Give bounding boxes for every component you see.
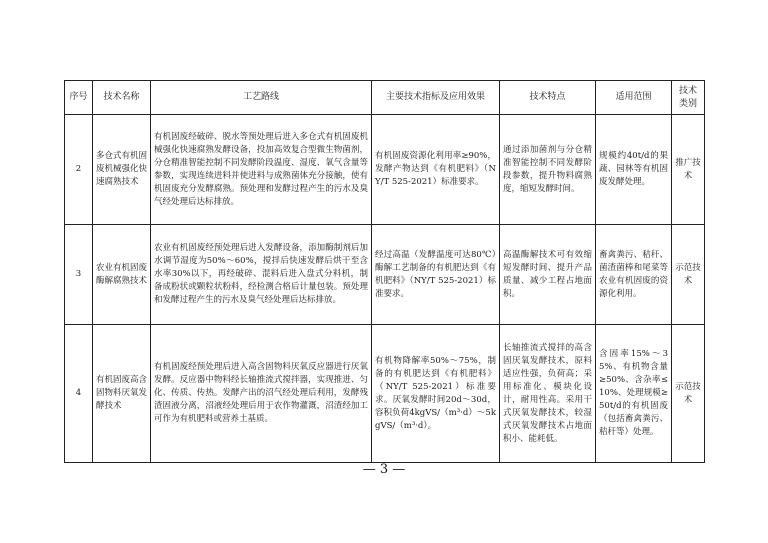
row-number: 3 bbox=[65, 225, 93, 325]
table-row bbox=[65, 115, 705, 225]
technology-table bbox=[64, 80, 705, 463]
technology-category: 示范技术 bbox=[672, 225, 705, 325]
application-scope: 畜禽粪污、秸秆、菌渣菌棒和尾菜等农业有机固废的资源化利用。 bbox=[596, 225, 672, 325]
table-row bbox=[65, 225, 705, 325]
technology-name: 多仓式有机固废机械强化快速腐熟技术 bbox=[93, 115, 151, 225]
header-name: 技术名称 bbox=[93, 81, 151, 115]
process-route: 有机固废经破碎、脱水等预处理后进入多仓式有机固废机械强化快速腐熟发酵设备，投加高效复合型微生物菌剂，分仓精准智能控制不同发酵阶段温度、湿度、氧气含量等参数，实现连续进料并使进料与成熟菌体充分接触，使有机固废充分发酵腐熟。预处理和发酵过程产生的污水及臭气经处理后达标排放。 bbox=[151, 115, 372, 225]
technical-features: 高温酶解技术可有效缩短发酵时间、提升产品质量、减少工程占地面积。 bbox=[500, 225, 596, 325]
technology-name: 有机固废高含固物料厌氧发酵技术 bbox=[93, 325, 151, 463]
technical-features: 长轴推流式搅拌的高含固厌氧发酵技术，原料适应性强，负荷高；采用标准化、模块化设计，耐用性高。采用干式厌氧发酵技术，较湿式厌氧发酵技术占地面积小、能耗低。 bbox=[500, 325, 596, 463]
header-route: 工艺路线 bbox=[151, 81, 372, 115]
process-route: 有机固废经预处理后进入高含固物料厌氧反应器进行厌氧发酵。反应器中物料经长轴推流式搅拌器，实现推进、匀化、传质、传热。发酵产出的沼气经处理后利用，发酵残渣固液分离，沼液经处理后用于农作物灌溉，沼渣经加工可作为有机肥料或营养土基质。 bbox=[151, 325, 372, 463]
page-number: — 3 — bbox=[362, 462, 406, 477]
process-route: 农业有机固废经预处理后进入发酵设备，添加酶制剂后加水调节湿度为50%～60%，搅拌后快速发酵后烘干至含水率30%以下，再经破碎、混料后进入盘式分料机，制备成粉状或颗粒状粉料，经检测合格后计量包装。预处理和发酵过程产生的污水及臭气经处理后达标排放。 bbox=[151, 225, 372, 325]
application-scope: 含固率15%～35%、有机物含量≥50%、含杂率≤10%、处理规模≥50t/d的有机固废（包括畜禽粪污、秸秆等）处理。 bbox=[596, 325, 672, 463]
technology-name: 农业有机固废酶解腐熟技术 bbox=[93, 225, 151, 325]
row-number: 4 bbox=[65, 325, 93, 463]
technical-features: 通过添加菌剂与分仓精准智能控制不同发酵阶段参数，提升物料腐熟度，缩短发酵时间。 bbox=[500, 115, 596, 225]
row-number: 2 bbox=[65, 115, 93, 225]
technical-metrics: 有机固废资源化利用率≥90%，发酵产物达到《有机肥料》（NY/T 525-2021）标准要求。 bbox=[372, 115, 500, 225]
technology-category: 示范技术 bbox=[672, 325, 705, 463]
header-metric: 主要技术指标及应用效果 bbox=[372, 81, 500, 115]
header-feature: 技术特点 bbox=[500, 81, 596, 115]
technology-category: 推广技术 bbox=[672, 115, 705, 225]
technical-metrics: 有机物降解率50%～75%，制备的有机肥达到《有机肥料》（NY/T 525-2021）标准要求。厌氧发酵时间20d～30d，容积负荷4kgVS/（m³·d）～5kgVS/（m³·d）。 bbox=[372, 325, 500, 463]
header-scope: 适用范围 bbox=[596, 81, 672, 115]
table-row bbox=[65, 325, 705, 463]
header-type: 技术类别 bbox=[672, 81, 705, 115]
header-no: 序号 bbox=[65, 81, 93, 115]
application-scope: 规模约40t/d的果蔬、园林等有机固废发酵处理。 bbox=[596, 115, 672, 225]
table-header-row bbox=[65, 81, 705, 115]
technical-metrics: 经过高温（发酵温度可达80℃）酶解工艺制备的有机肥达到《有机肥料》（NY/T 525-2021）标准要求。 bbox=[372, 225, 500, 325]
